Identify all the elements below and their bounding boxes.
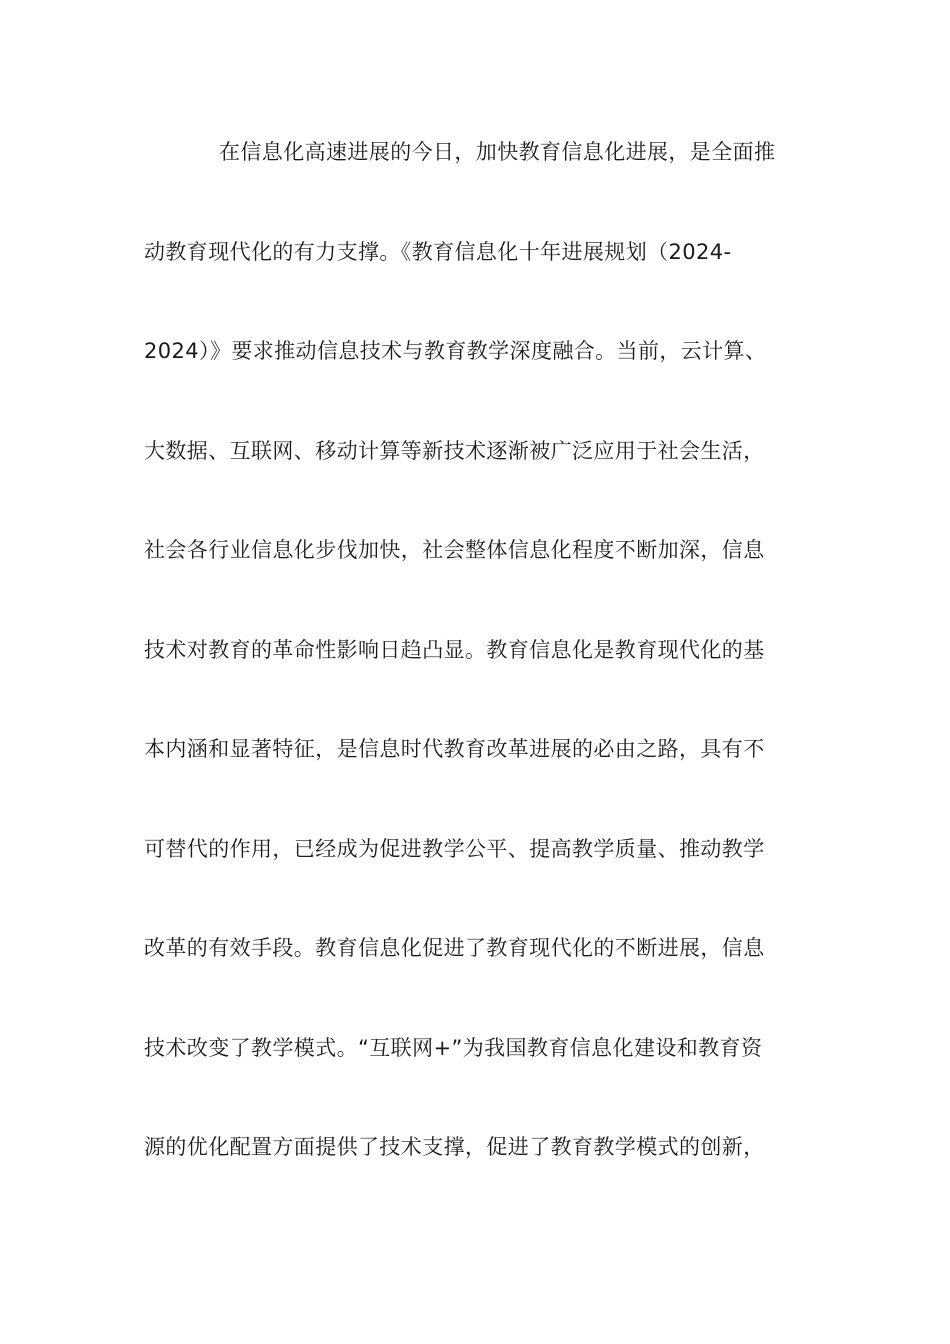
- paragraph-line: 动教育现代化的有力支撑。《教育信息化十年进展规划（2024-: [144, 240, 732, 264]
- paragraph-line: 社会各行业信息化步伐加快，社会整体信息化程度不断加深，信息: [144, 538, 765, 562]
- paragraph-line: 本内涵和显著特征，是信息时代教育改革进展的必由之路，具有不: [144, 737, 765, 761]
- paragraph-line: 改革的有效手段。教育信息化促进了教育现代化的不断进展，信息: [144, 936, 765, 960]
- paragraph-line: 大数据、互联网、移动计算等新技术逐渐被广泛应用于社会生活，: [144, 439, 765, 463]
- paragraph-line: 源的优化配置方面提供了技术支撑，促进了教育教学模式的创新，: [144, 1135, 765, 1159]
- paragraph-line: 在信息化高速进展的今日，加快教育信息化进展，是全面推: [219, 140, 776, 164]
- paragraph-line: 技术对教育的革命性影响日趋凸显。教育信息化是教育现代化的基: [144, 638, 765, 662]
- paragraph-line: 技术改变了教学模式。“互联网+”为我国教育信息化建设和教育资: [144, 1036, 763, 1060]
- paragraph-line: 2024）》要求推动信息技术与教育教学深度融合。当前，云计算、: [144, 339, 767, 363]
- paragraph-line: 可替代的作用，已经成为促进教学公平、提高教学质量、推动教学: [144, 837, 765, 861]
